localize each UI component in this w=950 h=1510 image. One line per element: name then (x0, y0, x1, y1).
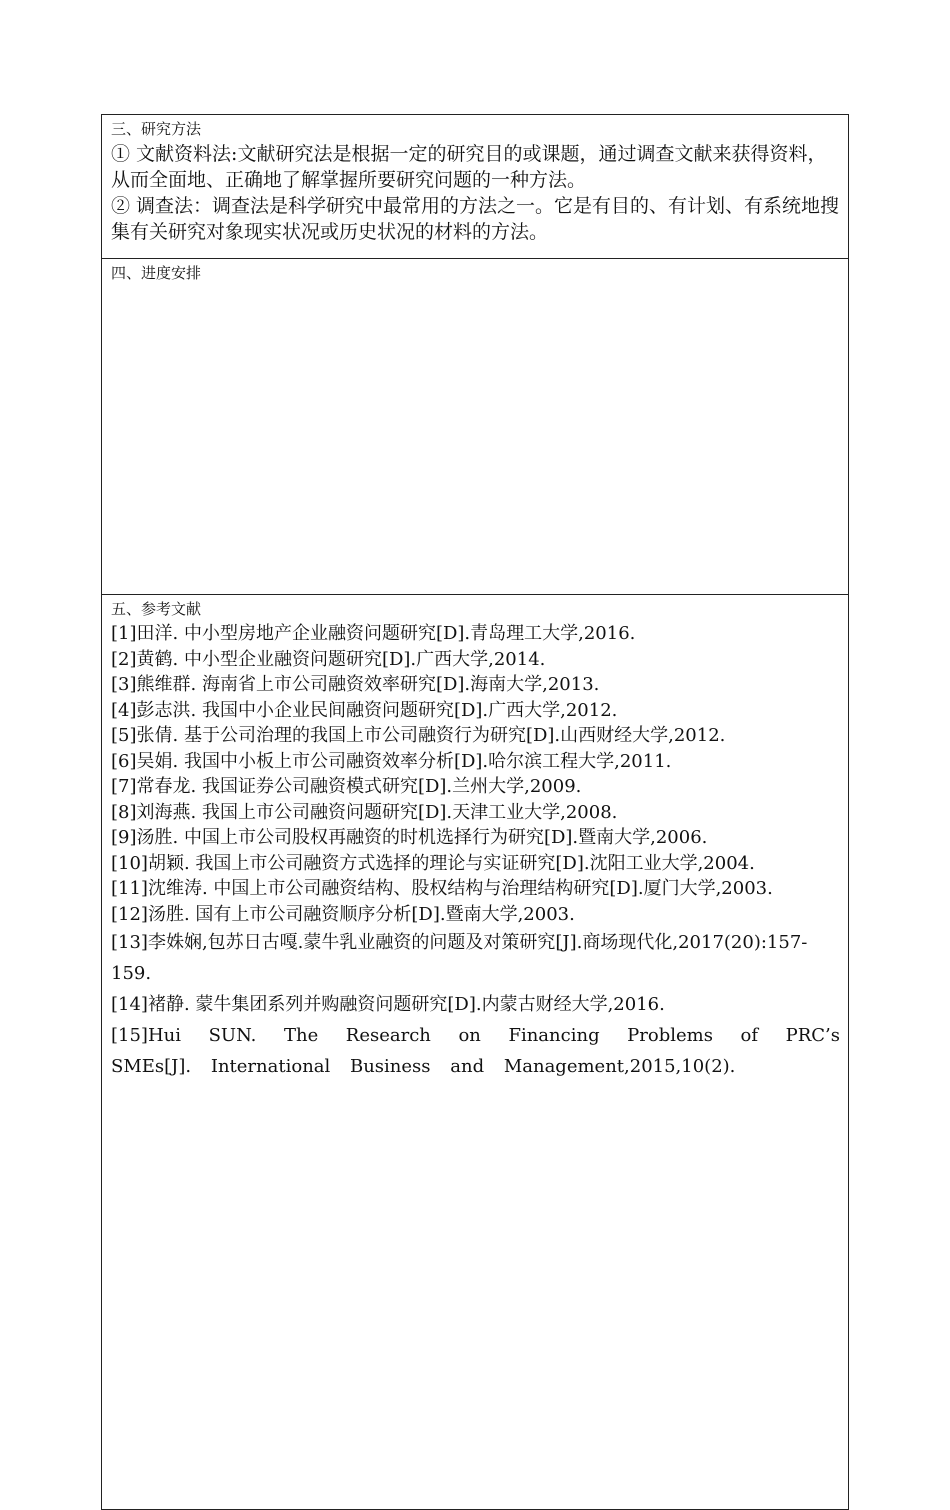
reference-item: [4]彭志洪. 我国中小企业民间融资问题研究[D].广西大学,2012. (111, 699, 618, 721)
reference-item: [2]黄鹤. 中小型企业融资问题研究[D].广西大学,2014. (111, 648, 546, 670)
reference-item: [13]李姝娴,包苏日古嘎.蒙牛乳业融资的问题及对策研究[J].商场现代化,2017(20):157-159. (111, 932, 808, 984)
reference-item: [9]汤胜. 中国上市公司股权再融资的时机选择行为研究[D].暨南大学,2006. (111, 827, 708, 848)
references-heading: 五、参考文献 (111, 600, 202, 618)
research-methods-section (102, 115, 848, 259)
schedule-section (102, 259, 848, 595)
reference-item: [10]胡颖. 我国上市公司融资方式选择的理论与实证研究[D].沈阳工业大学,2004. (111, 852, 755, 874)
reference-item: [6]吴娟. 我国中小板上市公司融资效率分析[D].哈尔滨工程大学,2011. (111, 750, 672, 772)
reference-item: [11]沈维涛. 中国上市公司融资结构、股权结构与治理结构研究[D].厦门大学,2003. (111, 878, 773, 899)
reference-item: [1]田洋. 中小型房地产企业融资问题研究[D].青岛理工大学,2016. (111, 623, 636, 644)
reference-item: [5]张倩. 基于公司治理的我国上市公司融资行为研究[D].山西财经大学,2012. (111, 725, 726, 746)
reference-item: [15]Hui SUN. The Research on Financing Problems of PRC’s SMEs[J]. International Business and Management,2015,10(2). (111, 1025, 840, 1077)
research-methods-heading: 三、研究方法 (111, 120, 202, 138)
reference-item: [7]常春龙. 我国证券公司融资模式研究[D].兰州大学,2009. (111, 776, 582, 797)
schedule-heading: 四、进度安排 (111, 264, 202, 282)
reference-item: [12]汤胜. 国有上市公司融资顺序分析[D].暨南大学,2003. (111, 903, 575, 925)
references-list (111, 621, 840, 1082)
reference-item: [3]熊维群. 海南省上市公司融资效率研究[D].海南大学,2013. (111, 674, 600, 695)
reference-item: [14]褚静. 蒙牛集团系列并购融资问题研究[D].内蒙古财经大学,2016. (111, 994, 665, 1015)
method-literature: ① 文献资料法:文献研究法是根据一定的研究目的或课题，通过调查文献来获得资料，从而全面地、正确地了解掌握所要研究问题的一种方法。 (111, 143, 827, 191)
reference-item: [8]刘海燕. 我国上市公司融资问题研究[D].天津工业大学,2008. (111, 801, 618, 823)
references-section (102, 595, 848, 1509)
proposal-table (101, 114, 849, 1510)
method-survey: ② 调查法：调查法是科学研究中最常用的方法之一。它是有目的、有计划、有系统地搜集有关研究对象现实状况或历史状况的材料的方法。 (111, 195, 840, 243)
